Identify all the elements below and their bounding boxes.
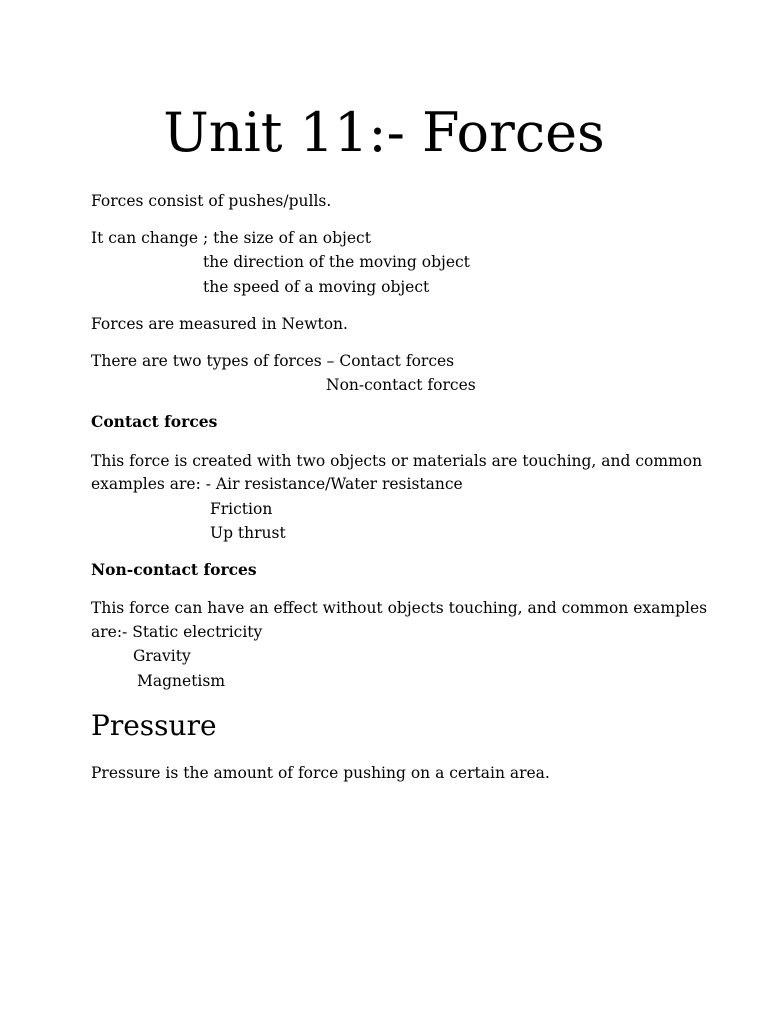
- noncontact-description-line1: This force can have an effect without objects touching, and common examples: [91, 599, 708, 617]
- noncontact-forces-heading: Non-contact forces: [91, 560, 257, 579]
- pressure-definition: Pressure is the amount of force pushing on a certain area.: [91, 764, 550, 782]
- page-title: Unit 11:- Forces: [163, 101, 605, 164]
- intro-text: Forces consist of pushes/pulls.: [91, 192, 332, 210]
- change-line-direction: the direction of the moving object: [203, 253, 470, 271]
- measured-text: Forces are measured in Newton.: [91, 315, 348, 333]
- noncontact-example-magnetism: Magnetism: [137, 672, 226, 690]
- change-line-speed: the speed of a moving object: [203, 278, 430, 296]
- pressure-heading: Pressure: [91, 709, 217, 742]
- noncontact-example-gravity: Gravity: [133, 647, 191, 665]
- contact-example-upthrust: Up thrust: [210, 524, 286, 542]
- contact-description-line2: examples are: - Air resistance/Water resistance: [91, 475, 463, 493]
- change-line-size: It can change ; the size of an object: [91, 229, 371, 247]
- noncontact-description-line2: are:- Static electricity: [91, 623, 263, 641]
- contact-forces-heading: Contact forces: [91, 412, 218, 431]
- contact-description-line1: This force is created with two objects or materials are touching, and common: [91, 452, 703, 470]
- types-line-contact: There are two types of forces – Contact forces: [91, 352, 455, 370]
- contact-example-friction: Friction: [210, 500, 273, 518]
- types-line-noncontact: Non-contact forces: [326, 376, 476, 394]
